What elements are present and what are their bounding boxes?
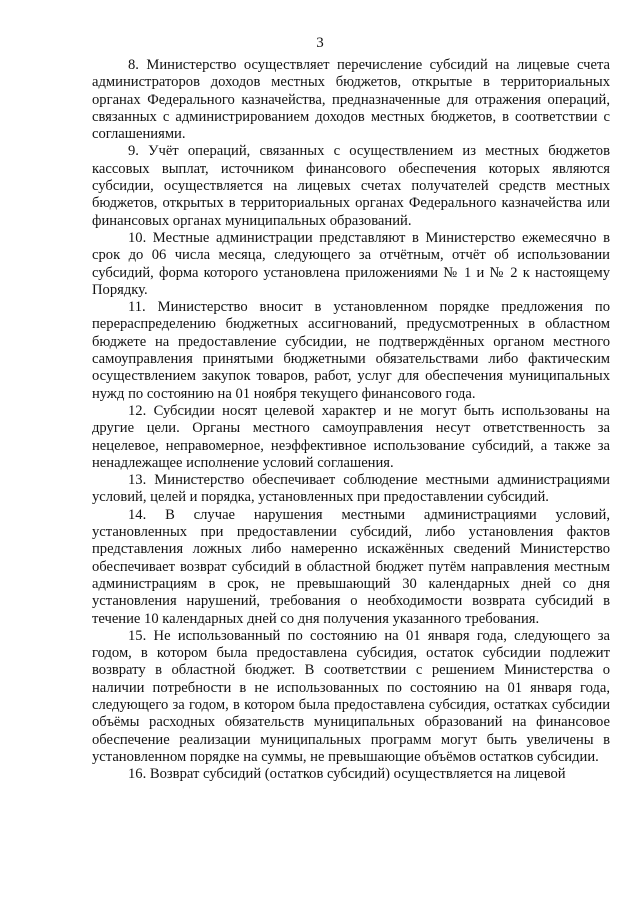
paragraph-15: 15. Не использованный по состоянию на 01 января года, следующего за годом, в котором была предоставлена субсидия, остаток субсидии подлежит возврату в областной бюджет. В соответствии с решением Министерства о наличии потребности в не использованных по состоянию на 01 января года, следующего за годом, в котором была предоставлена субсидия, остатках субсидии объёмы расходных обязательств муниципальных образований на финансовое обеспечение реализации муниципальных программ могут быть увеличены в установленном порядке на суммы, не превышающие объёмов остатков субсидии. xyxy=(92,627,610,765)
paragraph-11: 11. Министерство вносит в установленном порядке предложения по перераспределению бюджетных ассигнований, предусмотренных в областном бюджете на предоставление субсидии, не подтверждённых органом местного самоуправления принятыми бюджетными обязательствами либо фактическим осуществлением закупок товаров, работ, услуг для обеспечения муниципальных нужд по состоянию на 01 ноября текущего финансового года. xyxy=(92,299,610,402)
paragraph-9: 9. Учёт операций, связанных с осуществлением из местных бюджетов кассовых выплат, источником финансового обеспечения которых являются субсидии, осуществляется на лицевых счетах получателей средств местных бюджетов, открытых в территориальных органах Федерального казначейства или финансовых органах муниципальных образований. xyxy=(92,143,610,229)
paragraph-12: 12. Субсидии носят целевой характер и не могут быть использованы на другие цели. Органы местного самоуправления несут ответственность за нецелевое, неправомерное, неэффективное использование субсидий, а также за ненадлежащее исполнение условий соглашения. xyxy=(92,402,610,471)
paragraph-13: 13. Министерство обеспечивает соблюдение местными администрациями условий, целей и порядка, установленных при предоставлении субсидий. xyxy=(92,472,610,506)
paragraph-8: 8. Министерство осуществляет перечисление субсидий на лицевые счета администраторов доходов местных бюджетов, открытые в территориальных органах Федерального казначейства, предназначенные для отражения операций, связанных с администрированием доходов местных бюджетов, в соответствии с соглашениями. xyxy=(92,57,610,143)
document-body xyxy=(92,57,610,783)
paragraph-10: 10. Местные администрации представляют в Министерство ежемесячно в срок до 06 числа месяца, следующего за отчётным, отчёт об использовании субсидий, форма которого установлена приложениями № 1 и № 2 к настоящему Порядку. xyxy=(92,229,610,298)
paragraph-14: 14. В случае нарушения местными администрациями условий, установленных при предоставлении субсидий, либо установления фактов представления ложных либо намеренно искажённых сведений Министерство обеспечивает возврат субсидий в областной бюджет путём направления местным администрациям в срок, не превышающий 30 календарных дней со дня установления нарушений, требования о необходимости возврата субсидий в течение 10 календарных дней со дня получения указанного требования. xyxy=(92,506,610,627)
paragraph-16: 16. Возврат субсидий (остатков субсидий) осуществляется на лицевой xyxy=(128,766,566,783)
page-number: 3 xyxy=(316,35,324,51)
